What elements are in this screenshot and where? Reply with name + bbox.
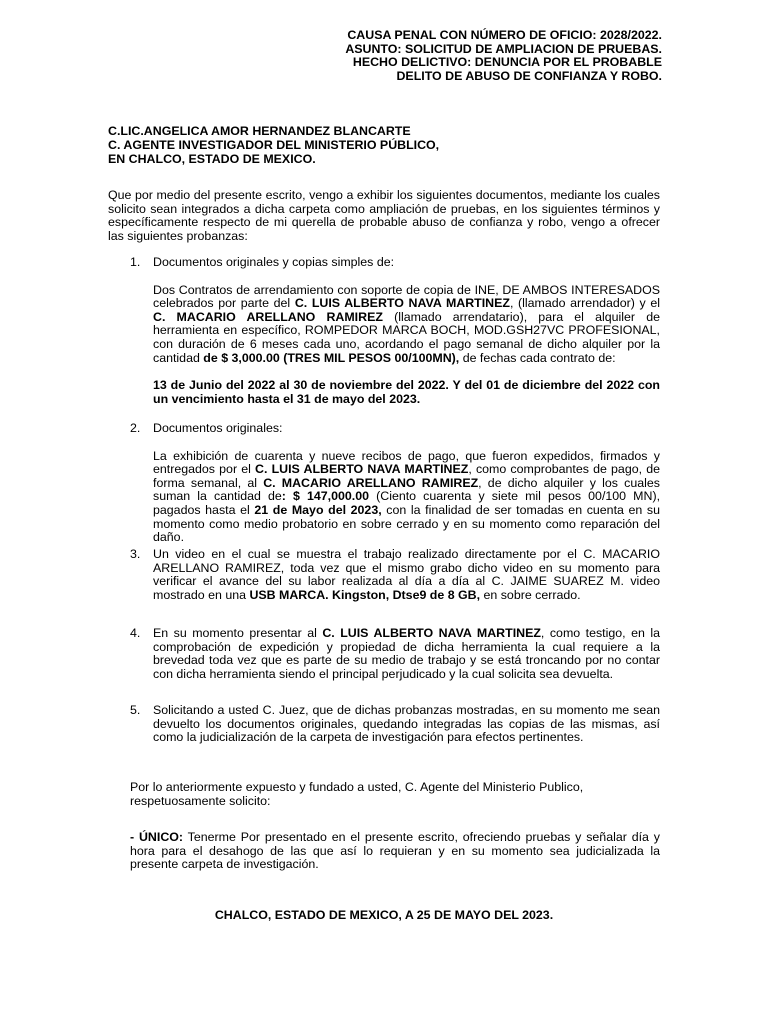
offense-line: HECHO DELICTIVO: DENUNCIA POR EL PROBABLE [352, 55, 662, 70]
item-paragraph: Dos Contratos de arrendamiento con soporte de copia de INE, DE AMBOS INTERESADOS celebrados por parte del C. LUIS ALBERTO NAVA MARTINEZ, (llamado arrendador) y el C. MACARIO ARELLANO RAMIREZ (llamado arrendatario), para el alquiler de herramienta en específico, ROMPEDOR MARCA BOCH, MOD.GSH27VC PROFESIONAL, con duración de 6 meses cada uno, acordando el pago semanal de dicho alquiler por la cantidad de $ 3,000.00 (TRES MIL PESOS 00/100MN), de fechas cada contrato de: [153, 282, 660, 365]
addressee-name: C.LIC.ANGELICA AMOR HERNANDEZ BLANCARTE [108, 124, 411, 138]
request-paragraph [130, 831, 660, 872]
list-number: 5. [130, 703, 141, 717]
place-date-signoff: CHALCO, ESTADO DE MEXICO, A 25 DE MAYO DEL 2023. [214, 908, 554, 922]
list-item-3 [108, 548, 660, 602]
request-text: Tenerme Por presentado en el presente escrito, ofreciendo pruebas y señalar día y hora para el desahogo de las que así lo requieran y en su momento sea judicializada la presente carpeta de investigación. [130, 830, 660, 872]
item-paragraph: Solicitando a usted C. Juez, que de dichas probanzas mostradas, en su momento me sean devuelto los documentos originales, quedando integradas las copias de las mismas, así como la judicialización de la carpeta de investigación para efectos pertinentes. [153, 703, 660, 745]
list-item-1 [108, 256, 660, 406]
contract-dates: 13 de Junio del 2022 al 30 de noviembre del 2022. Y del 01 de diciembre del 2022 con un vencimiento hasta el 31 de mayo del 2023. [153, 378, 660, 406]
item-paragraph: La exhibición de cuarenta y nueve recibos de pago, que fueron expedidos, firmados y entregados por el C. LUIS ALBERTO NAVA MARTINEZ, como comprobantes de pago, de forma semanal, al C. MACARIO ARELLANO RAMIREZ, de dicho alquiler y los cuales suman la cantidad de: $ 147,000.00 (Ciento cuarenta y siete mil pesos 00/100 MN), pagados hasta el 21 de Mayo del 2023, con la finalidad de ser tomadas en cuenta en su momento como medio probatorio en sobre cerrado y en su momento como reparación del daño. [153, 448, 661, 545]
list-number: 3. [130, 547, 141, 561]
case-header [345, 29, 662, 83]
list-number: 4. [130, 626, 141, 640]
addressee-title: C. AGENTE INVESTIGADOR DEL MINISTERIO PÚBLICO, [108, 138, 440, 153]
item-title: Documentos originales: [153, 421, 283, 435]
closing-paragraph: Por lo anteriormente expuesto y fundado a usted, C. Agente del Ministerio Publico, respetuosamente solicito: [130, 780, 584, 808]
addressee-block [108, 124, 439, 167]
list-number: 2. [130, 421, 141, 435]
addressee-location: EN CHALCO, ESTADO DE MEXICO. [108, 152, 316, 167]
case-number-line: CAUSA PENAL CON NÚMERO DE OFICIO: 2028/2022. [347, 28, 662, 42]
list-item-4 [108, 627, 660, 681]
item-paragraph: Un video en el cual se muestra el trabajo realizado directamente por el C. MACARIO ARELLANO RAMIREZ, toda vez que el mismo grabo dicho video en su momento para verificar el avance del su labor realizada al día a día al C. JAIME SUAREZ M. video mostrado en una USB MARCA. Kingston, Dtse9 de 8 GB, en sobre cerrado. [153, 547, 660, 602]
list-item-5 [108, 704, 660, 745]
list-number: 1. [130, 255, 141, 269]
intro-paragraph: Que por medio del presente escrito, vengo a exhibir los siguientes documentos, mediante los cuales solicito sean integrados a dicha carpeta como ampliación de pruebas, en los siguientes términos y específicamente respecto de mi querella de probable abuso de confianza y robo, vengo a ofrecer las siguientes probanzas: [108, 188, 660, 243]
subject-line: ASUNTO: SOLICITUD DE AMPLIACION DE PRUEBAS. [345, 41, 662, 56]
request-label: - ÚNICO: [130, 830, 184, 844]
offense-line-cont: DELITO DE ABUSO DE CONFIANZA Y ROBO. [396, 68, 662, 83]
list-item-2 [108, 422, 660, 545]
item-title: Documentos originales y copias simples de: [153, 255, 395, 269]
item-paragraph: En su momento presentar al C. LUIS ALBERTO NAVA MARTINEZ, como testigo, en la comprobación de expedición y propiedad de dicha herramienta la cual requiere a la brevedad toda vez que es parte de su medio de trabajo y se está troncando por no contar con dicha herramienta siendo el principal perjudicado y la cual solicita sea devuelta. [153, 626, 660, 681]
